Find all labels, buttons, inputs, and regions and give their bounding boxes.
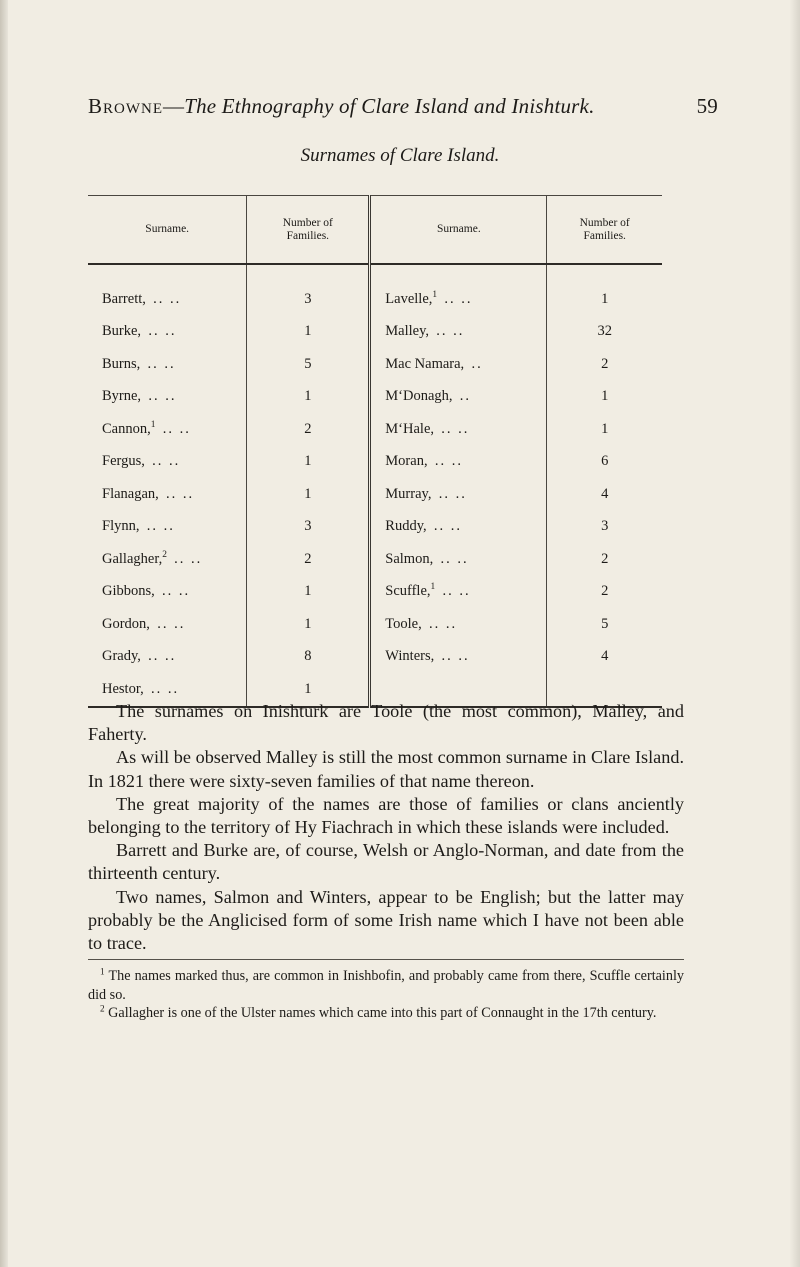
leader-dots: .. .. <box>174 550 203 567</box>
leader-dots: .. <box>459 388 472 405</box>
running-head-author: Browne <box>88 94 163 118</box>
leader-dots: .. .. <box>148 323 177 340</box>
surname-text: Gallagher, <box>102 550 163 567</box>
family-count: 4 <box>547 478 662 511</box>
surname-text: Mac Namara, <box>385 355 465 372</box>
surname-cell <box>88 543 247 576</box>
surname-cell <box>88 316 247 349</box>
paragraph: The great majority of the names are those of families or clans anciently belonging to the territory of Hy Fiachrach in which these islands were included. <box>88 793 684 838</box>
leader-dots: .. .. <box>148 648 177 665</box>
surname-cell <box>88 511 247 544</box>
family-count: 4 <box>547 641 662 674</box>
surname-text: Flanagan, <box>102 485 159 502</box>
leader-dots: .. .. <box>441 420 470 437</box>
table-row <box>88 641 662 674</box>
paragraph: The surnames on Inishturk are Toole (the most common), Malley, and Faherty. <box>88 701 684 745</box>
family-count: 5 <box>247 348 370 381</box>
surname-cell <box>370 641 547 674</box>
footnote-ref: 1 <box>150 419 156 430</box>
footnote-rule <box>88 959 684 960</box>
surname-cell <box>370 576 547 609</box>
surname-text: Winters, <box>385 648 435 665</box>
leader-dots: .. .. <box>150 680 180 697</box>
surname-text: Moran, <box>385 453 428 470</box>
table-header-row <box>88 196 662 265</box>
footnote <box>88 967 684 1004</box>
family-count: 3 <box>247 264 370 316</box>
surname-cell <box>370 511 547 544</box>
footnote <box>88 1004 684 1023</box>
footnote-mark: 2 <box>100 1003 105 1014</box>
family-count: 1 <box>547 413 662 446</box>
running-head-separator: — <box>163 94 185 118</box>
surname-cell <box>370 446 547 479</box>
table-body <box>88 264 662 707</box>
paragraph: As will be observed Malley is still the most common surname in Clare Island. In 1821 there were sixty-seven families of that name thereon. <box>88 747 684 791</box>
header-number-right-label: Number of Families. <box>579 216 630 242</box>
leader-dots: .. .. <box>444 290 473 307</box>
surname-text: Burns, <box>102 355 141 372</box>
paragraph: Barrett and Burke are, of course, Welsh or Anglo-Norman, and date from the thirteenth century. <box>88 840 684 884</box>
footnotes <box>88 967 684 1023</box>
surname-text: M‘Donagh, <box>385 388 453 405</box>
surname-text: Salmon, <box>385 550 434 567</box>
surname-text: Murray, <box>385 485 432 502</box>
family-count: 1 <box>247 446 370 479</box>
surname-cell <box>88 413 247 446</box>
leader-dots: .. .. <box>428 615 458 632</box>
leader-dots: .. .. <box>147 355 176 372</box>
family-count: 1 <box>247 608 370 641</box>
table-title: Surnames of Clare Island. <box>300 145 500 166</box>
family-count: 5 <box>547 608 662 641</box>
surname-text: Toole, <box>385 615 422 632</box>
table-row <box>88 446 662 479</box>
leader-dots: .. .. <box>162 583 191 600</box>
surname-cell <box>88 348 247 381</box>
surname-text: Ruddy, <box>385 518 427 535</box>
surname-text: Grady, <box>102 648 141 665</box>
surname-cell <box>88 264 247 316</box>
surnames-table <box>88 195 662 708</box>
leader-dots: .. .. <box>146 518 175 535</box>
surname-text: Hestor, <box>102 680 144 697</box>
surname-text: Cannon, <box>102 420 151 437</box>
table-row <box>88 348 662 381</box>
family-count: 3 <box>547 511 662 544</box>
leader-dots: .. .. <box>148 388 177 405</box>
leader-dots: .. .. <box>436 323 465 340</box>
header-surname-right: Surname. <box>370 196 547 265</box>
family-count: 1 <box>247 673 370 707</box>
surname-text: Burke, <box>102 323 142 340</box>
table-row <box>88 316 662 349</box>
leader-dots: .. .. <box>438 485 467 502</box>
footnote-mark: 1 <box>100 966 105 977</box>
table-row <box>88 543 662 576</box>
leader-dots: .. .. <box>441 648 470 665</box>
surname-cell <box>370 348 547 381</box>
family-count: 1 <box>247 381 370 414</box>
leader-dots: .. .. <box>433 518 463 535</box>
footnote-ref: 1 <box>430 582 436 593</box>
surname-cell <box>88 576 247 609</box>
leader-dots: .. .. <box>153 290 182 307</box>
page-edge-left <box>0 0 8 1267</box>
family-count: 1 <box>547 381 662 414</box>
footnote-text: The names marked thus, are common in Inishbofin, and probably came from there, Scuffle certainly did so. <box>88 968 685 1003</box>
surname-cell <box>370 543 547 576</box>
surname-text: Flynn, <box>102 518 140 535</box>
family-count: 6 <box>547 446 662 479</box>
table-row <box>88 413 662 446</box>
footnote-text: Gallagher is one of the Ulster names which came into this part of Connaught in the 17th century. <box>108 1005 657 1021</box>
surname-cell <box>370 264 547 316</box>
leader-dots: .. <box>471 355 483 372</box>
surname-cell <box>88 641 247 674</box>
surname-cell <box>370 608 547 641</box>
footnote-ref: 1 <box>432 289 438 300</box>
page-number: 59 <box>696 94 718 118</box>
family-count: 8 <box>247 641 370 674</box>
surname-text: Fergus, <box>102 453 145 470</box>
leader-dots: .. .. <box>442 583 471 600</box>
table-row <box>88 264 662 316</box>
leader-dots: .. .. <box>152 453 181 470</box>
surname-text: Malley, <box>385 323 430 340</box>
surname-cell <box>370 316 547 349</box>
leader-dots: .. .. <box>440 550 469 567</box>
running-head <box>88 94 718 119</box>
surname-text: Lavelle, <box>385 290 433 307</box>
leader-dots: .. .. <box>166 485 195 502</box>
header-surname-left: Surname. <box>88 196 247 265</box>
body-text <box>88 700 684 955</box>
family-count: 3 <box>247 511 370 544</box>
table-row <box>88 608 662 641</box>
table-row <box>88 576 662 609</box>
header-number-right <box>547 196 662 265</box>
surname-cell <box>370 381 547 414</box>
surname-cell <box>88 608 247 641</box>
running-head-title: The Ethnography of Clare Island and Inishturk. <box>184 94 595 118</box>
surname-cell <box>370 413 547 446</box>
family-count: 2 <box>247 543 370 576</box>
table-row <box>88 478 662 511</box>
surname-text: Gordon, <box>102 615 150 632</box>
surname-cell <box>88 446 247 479</box>
family-count: 2 <box>247 413 370 446</box>
family-count: 2 <box>547 348 662 381</box>
leader-dots: .. .. <box>162 420 191 437</box>
leader-dots: .. .. <box>157 615 186 632</box>
surname-cell <box>88 381 247 414</box>
family-count: 32 <box>547 316 662 349</box>
table-row <box>88 381 662 414</box>
page-edge-right <box>790 0 800 1267</box>
family-count: 1 <box>547 264 662 316</box>
family-count: 1 <box>247 478 370 511</box>
header-number-left <box>247 196 370 265</box>
family-count: 2 <box>547 543 662 576</box>
surname-text: Gibbons, <box>102 583 155 600</box>
surname-text: M‘Hale, <box>385 420 434 437</box>
table-row <box>88 511 662 544</box>
surname-text: Byrne, <box>102 388 142 405</box>
surname-cell <box>88 478 247 511</box>
surname-text: Barrett, <box>102 290 146 307</box>
family-count: 1 <box>247 576 370 609</box>
footnote-ref: 2 <box>162 549 167 560</box>
family-count: 2 <box>547 576 662 609</box>
family-count: 1 <box>247 316 370 349</box>
header-number-left-label: Number of Families. <box>282 216 333 242</box>
surname-text: Scuffle, <box>385 583 431 600</box>
leader-dots: .. .. <box>434 453 463 470</box>
paragraph: Two names, Salmon and Winters, appear to be English; but the latter may probably be the Anglicised form of some Irish name which I have not been able to trace. <box>88 886 684 954</box>
surname-cell <box>370 478 547 511</box>
